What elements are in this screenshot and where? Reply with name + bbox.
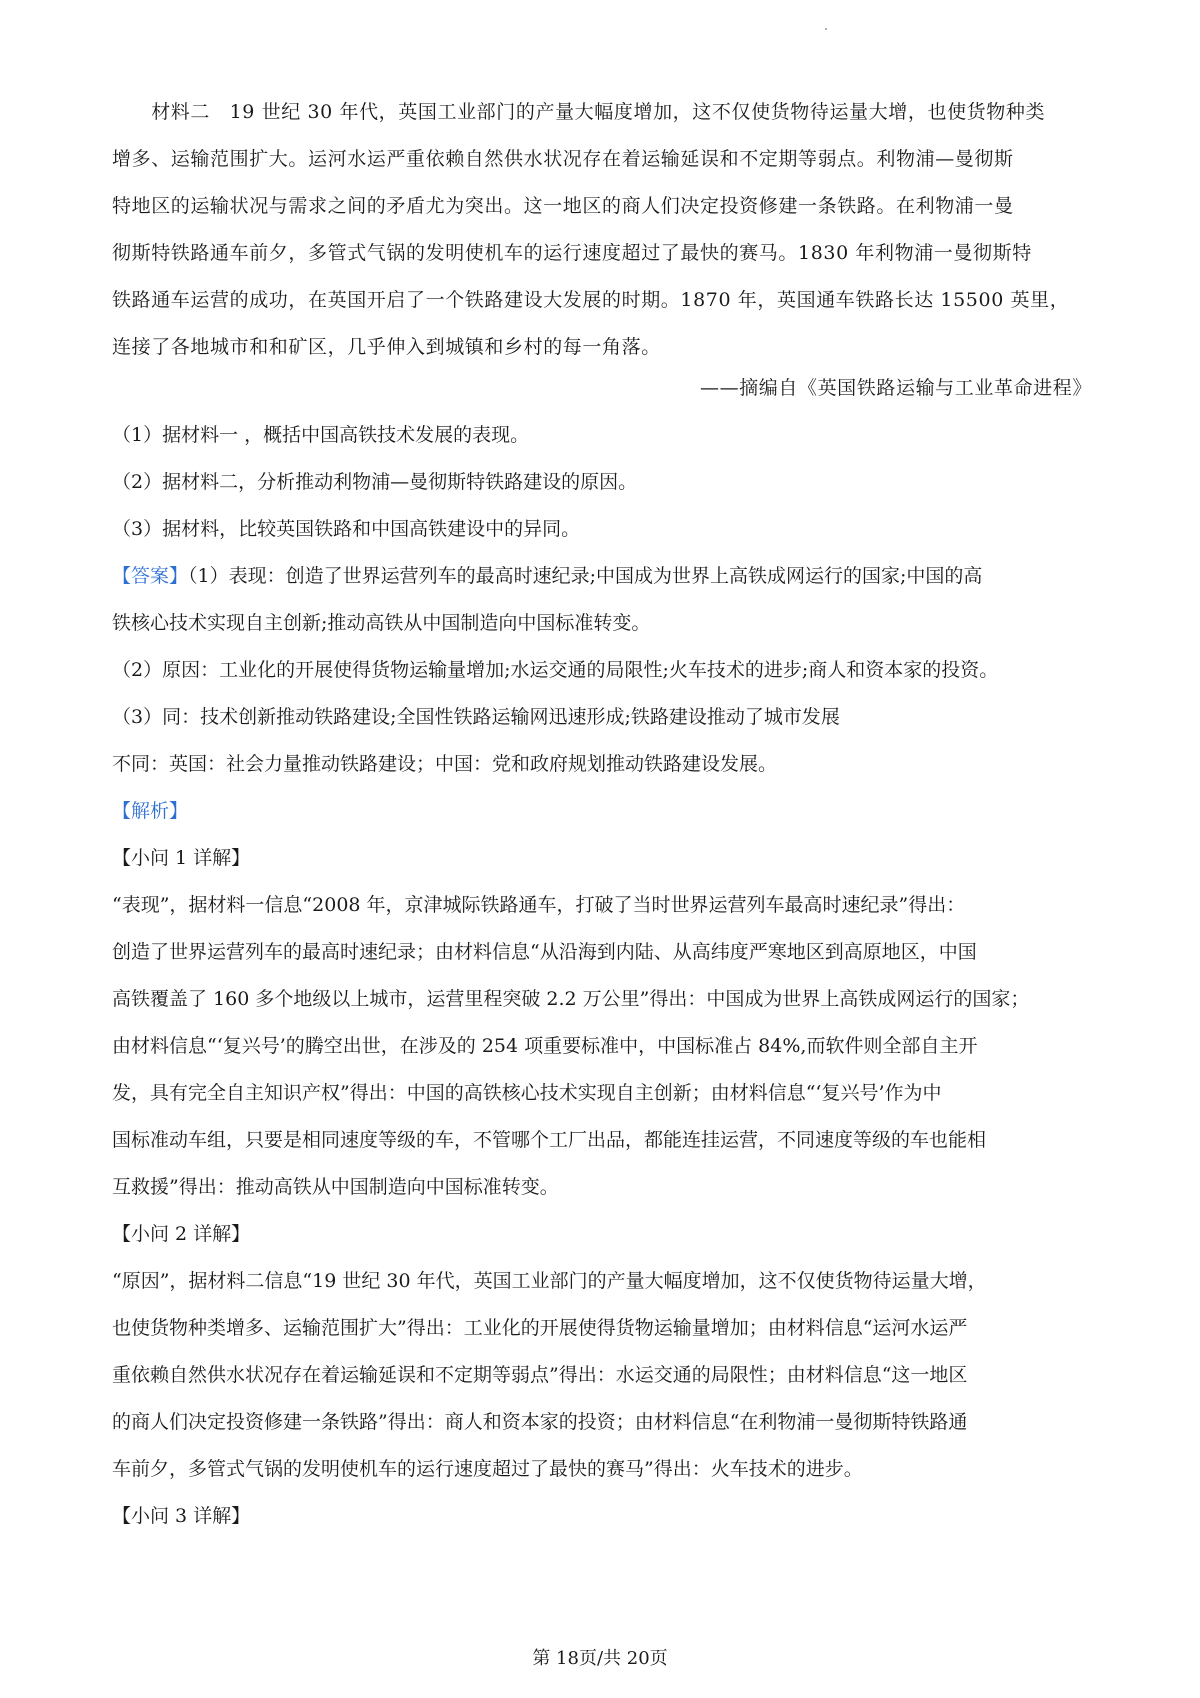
- answer-text: （1）表现：创造了世界运营列车的最高时速纪录;中国成为世界上高铁成网运行的国家;中国的高: [188, 565, 983, 587]
- analysis-label: 【解析】: [112, 800, 189, 822]
- material-two: [112, 100, 1092, 400]
- analysis-line: 车前夕，多管式气锅的发明使机车的运行速度超过了最快的赛马”得出：火车技术的进步。: [112, 1458, 863, 1480]
- answer-line: 不同：英国：社会力量推动铁路建设；中国：党和政府规划推动铁路建设发展。: [112, 753, 778, 775]
- answer-first-line: [112, 564, 1092, 588]
- answer-line: （2）原因：工业化的开展使得货物运输量增加;水运交通的局限性;火车技术的进步;商人和资本家的投资。: [112, 659, 999, 681]
- material-line: 增多、运输范围扩大。运河水运严重依赖自然供水状况存在着运输延误和不定期等弱点。利物浦—曼彻斯: [112, 148, 1014, 170]
- question-item: （2）据材料二，分析推动利物浦—曼彻斯特铁路建设的原因。: [112, 471, 638, 493]
- answer-section: [112, 564, 1092, 776]
- analysis-line: 国标准动车组，只要是相同速度等级的车，不管哪个工厂出品，都能连挂运营，不同速度等级的车也能相: [112, 1129, 987, 1151]
- analysis-line: “原因”，据材料二信息“19 世纪 30 年代，英国工业部门的产量大幅度增加，这不仅使货物待运量大增，: [112, 1270, 987, 1292]
- answer-line: 铁核心技术实现自主创新;推动高铁从中国制造向中国标准转变。: [112, 612, 651, 634]
- sub-question-title: 【小问 2 详解】: [112, 1223, 251, 1245]
- material-line: 彻斯特铁路通车前夕，多管式气锅的发明使机车的运行速度超过了最快的赛马。1830 年利物浦一曼彻斯特: [112, 242, 1032, 264]
- page-number: 第 18页/共 20页: [532, 1648, 668, 1669]
- page-content: [112, 100, 1092, 1551]
- material-line: 材料二 19 世纪 30 年代，英国工业部门的产量大幅度增加，这不仅使货物待运量大增，也使货物种类: [112, 101, 1046, 123]
- material-line: 特地区的运输状况与需求之间的矛盾尤为突出。这一地区的商人们决定投资修建一条铁路。在利物浦一曼: [112, 195, 1014, 217]
- analysis-line: 高铁覆盖了 160 多个地级以上城市，运营里程突破 2.2 万公里”得出：中国成为世界上高铁成网运行的国家；: [112, 988, 1030, 1010]
- material-line: 铁路通车运营的成功，在英国开启了一个铁路建设大发展的时期。1870 年，英国通车铁路长达 15500 英里，: [112, 289, 1070, 311]
- sub-question-title: 【小问 1 详解】: [112, 847, 251, 869]
- analysis-section: [112, 799, 1092, 1528]
- analysis-line: 重依赖自然供水状况存在着运输延误和不定期等弱点”得出：水运交通的局限性；由材料信息“这一地区: [112, 1364, 968, 1386]
- analysis-line: 创造了世界运营列车的最高时速纪录；由材料信息“从沿海到内陆、从高纬度严寒地区到高原地区，中国: [112, 941, 977, 963]
- questions: [112, 423, 1092, 541]
- analysis-line: 的商人们决定投资修建一条铁路”得出：商人和资本家的投资；由材料信息“在利物浦一曼彻斯特铁路通: [112, 1411, 968, 1433]
- analysis-line: 互救援”得出：推动高铁从中国制造向中国标准转变。: [112, 1176, 559, 1198]
- analysis-line: 也使货物种类增多、运输范围扩大”得出：工业化的开展使得货物运输量增加；由材料信息“运河水运严: [112, 1317, 968, 1339]
- analysis-line: “表现”，据材料一信息“2008 年，京津城际铁路通车，打破了当时世界运营列车最高时速纪录”得出：: [112, 894, 966, 916]
- scan-speck: [825, 28, 827, 30]
- sub-question-title: 【小问 3 详解】: [112, 1505, 251, 1527]
- analysis-line: 发，具有完全自主知识产权”得出：中国的高铁核心技术实现自主创新；由材料信息“‘复兴号’作为中: [112, 1082, 942, 1104]
- answer-line: （3）同：技术创新推动铁路建设;全国性铁路运输网迅速形成;铁路建设推动了城市发展: [112, 706, 840, 728]
- analysis-line: 由材料信息“‘复兴号’的腾空出世，在涉及的 254 项重要标准中，中国标准占 84%,而软件则全部自主开: [112, 1035, 978, 1057]
- material-line: 连接了各地城市和和矿区，几乎伸入到城镇和乡村的每一角落。: [112, 336, 661, 358]
- material-source: ——摘编自《英国铁路运输与工业革命进程》: [699, 377, 1092, 399]
- answer-label: 【答案】: [112, 565, 189, 587]
- question-item: （1）据材料一 ，概括中国高铁技术发展的表现。: [112, 424, 530, 446]
- question-item: （3）据材料，比较英国铁路和中国高铁建设中的异同。: [112, 518, 581, 540]
